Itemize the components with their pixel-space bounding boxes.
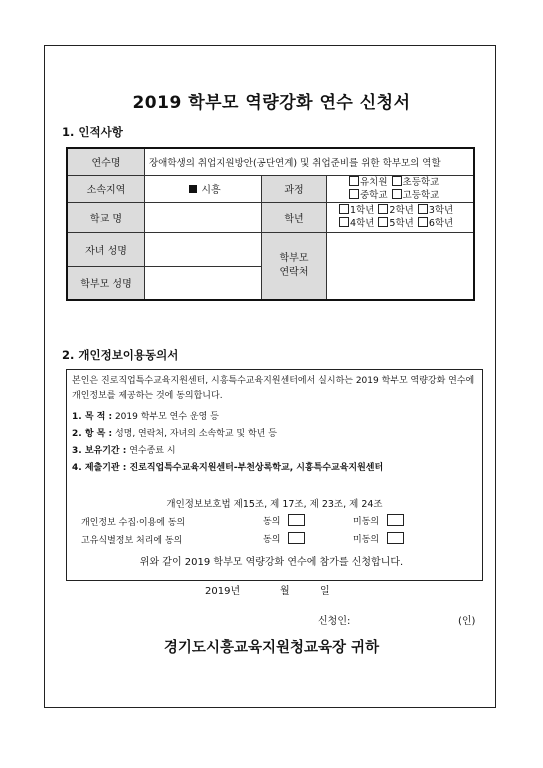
grade-option[interactable]: 3학년 (418, 204, 453, 217)
collection-disagree[interactable]: 미동의 (353, 514, 404, 527)
collection-agree[interactable]: 동의 (263, 514, 305, 527)
grade-option[interactable]: 4학년 (339, 217, 374, 230)
course-value: 장애학생의 취업지원방안(공단연계) 및 취업준비를 위한 학부모의 역할 (145, 148, 475, 175)
applicant-label: 신청인: (318, 616, 351, 627)
grade-option[interactable]: 5학년 (378, 217, 413, 230)
school-label: 학교 명 (67, 202, 145, 232)
agree-checkbox-icon (288, 514, 305, 526)
school-value[interactable] (145, 202, 262, 232)
level-options (327, 175, 475, 202)
checkbox-icon (418, 217, 428, 227)
consent-item-purpose: 1. 목 적 : 2019 학부모 연수 운영 등 (72, 412, 219, 422)
consent-row-collection-label: 개인정보 수집·이용에 동의 (81, 518, 186, 528)
checkbox-icon (349, 189, 359, 199)
form-title: 2019 학부모 역량강화 연수 신청서 (132, 93, 411, 113)
region-label: 소속지역 (67, 175, 145, 202)
consent-box (66, 369, 483, 581)
grade-options (327, 202, 475, 232)
child-name-label: 자녀 성명 (67, 232, 145, 266)
parent-name-label: 학부모 성명 (67, 266, 145, 300)
grade-option[interactable]: 2학년 (378, 204, 413, 217)
date-month: 월 (280, 586, 290, 597)
region-cell (145, 175, 262, 202)
date-year: 2019년 (205, 586, 241, 597)
consent-item-fields: 2. 항 목 : 성명, 연락처, 자녀의 소속학교 및 학년 등 (72, 429, 277, 439)
level-option[interactable]: 초등학교 (392, 176, 440, 189)
course-label: 연수명 (67, 148, 145, 175)
grade-label: 학년 (262, 202, 327, 232)
consent-intro: 본인은 진로직업특수교육지원센터, 시흥특수교육지원센터에서 실시하는 2019 학부모 역량강화 연수에 개인정보를 제공하는 것에 동의합니다. (72, 376, 475, 401)
checkbox-icon (392, 189, 402, 199)
section-personal-info: 1. 인적사항 (62, 125, 123, 139)
recipient: 경기도시흥교육지원청교육장 귀하 (163, 640, 380, 656)
checked-box-icon (189, 185, 197, 193)
date-day: 일 (320, 586, 330, 597)
disagree-checkbox-icon (387, 514, 404, 526)
checkbox-icon (339, 217, 349, 227)
grade-option[interactable]: 1학년 (339, 204, 374, 217)
region-value: 시흥 (201, 185, 221, 196)
checkbox-icon (418, 204, 428, 214)
level-label: 과정 (262, 175, 327, 202)
seal-mark: (인) (458, 616, 476, 627)
child-name-value[interactable] (145, 232, 262, 266)
apply-statement: 위와 같이 2019 학부모 역량강화 연수에 참가를 신청합니다. (139, 557, 404, 568)
contact-label: 학부모 연락처 (262, 232, 327, 300)
checkbox-icon (339, 204, 349, 214)
disagree-checkbox-icon (387, 532, 404, 544)
agree-checkbox-icon (288, 532, 305, 544)
consent-item-agency: 4. 제출기관 : 진로직업특수교육지원센터-부천상록학교, 시흥특수교육지원센터 (72, 463, 384, 473)
law-reference: 개인정보보호법 제15조, 제 17조, 제 23조, 제 24조 (166, 499, 383, 510)
consent-row-identifier-label: 고유식별정보 처리에 동의 (81, 536, 183, 546)
consent-item-retention: 3. 보유기간 : 연수종료 시 (72, 446, 176, 456)
checkbox-icon (378, 204, 388, 214)
level-option[interactable]: 유치원 (349, 176, 388, 189)
contact-value[interactable] (327, 232, 475, 300)
checkbox-icon (349, 176, 359, 186)
checkbox-icon (392, 176, 402, 186)
level-option[interactable]: 고등학교 (392, 189, 440, 202)
level-option[interactable]: 중학교 (349, 189, 388, 202)
checkbox-icon (378, 217, 388, 227)
parent-name-value[interactable] (145, 266, 262, 300)
identifier-disagree[interactable]: 미동의 (353, 532, 404, 545)
identifier-agree[interactable]: 동의 (263, 532, 305, 545)
section-consent: 2. 개인정보이용동의서 (62, 348, 179, 362)
grade-option[interactable]: 6학년 (418, 217, 453, 230)
personal-info-table (66, 147, 475, 301)
